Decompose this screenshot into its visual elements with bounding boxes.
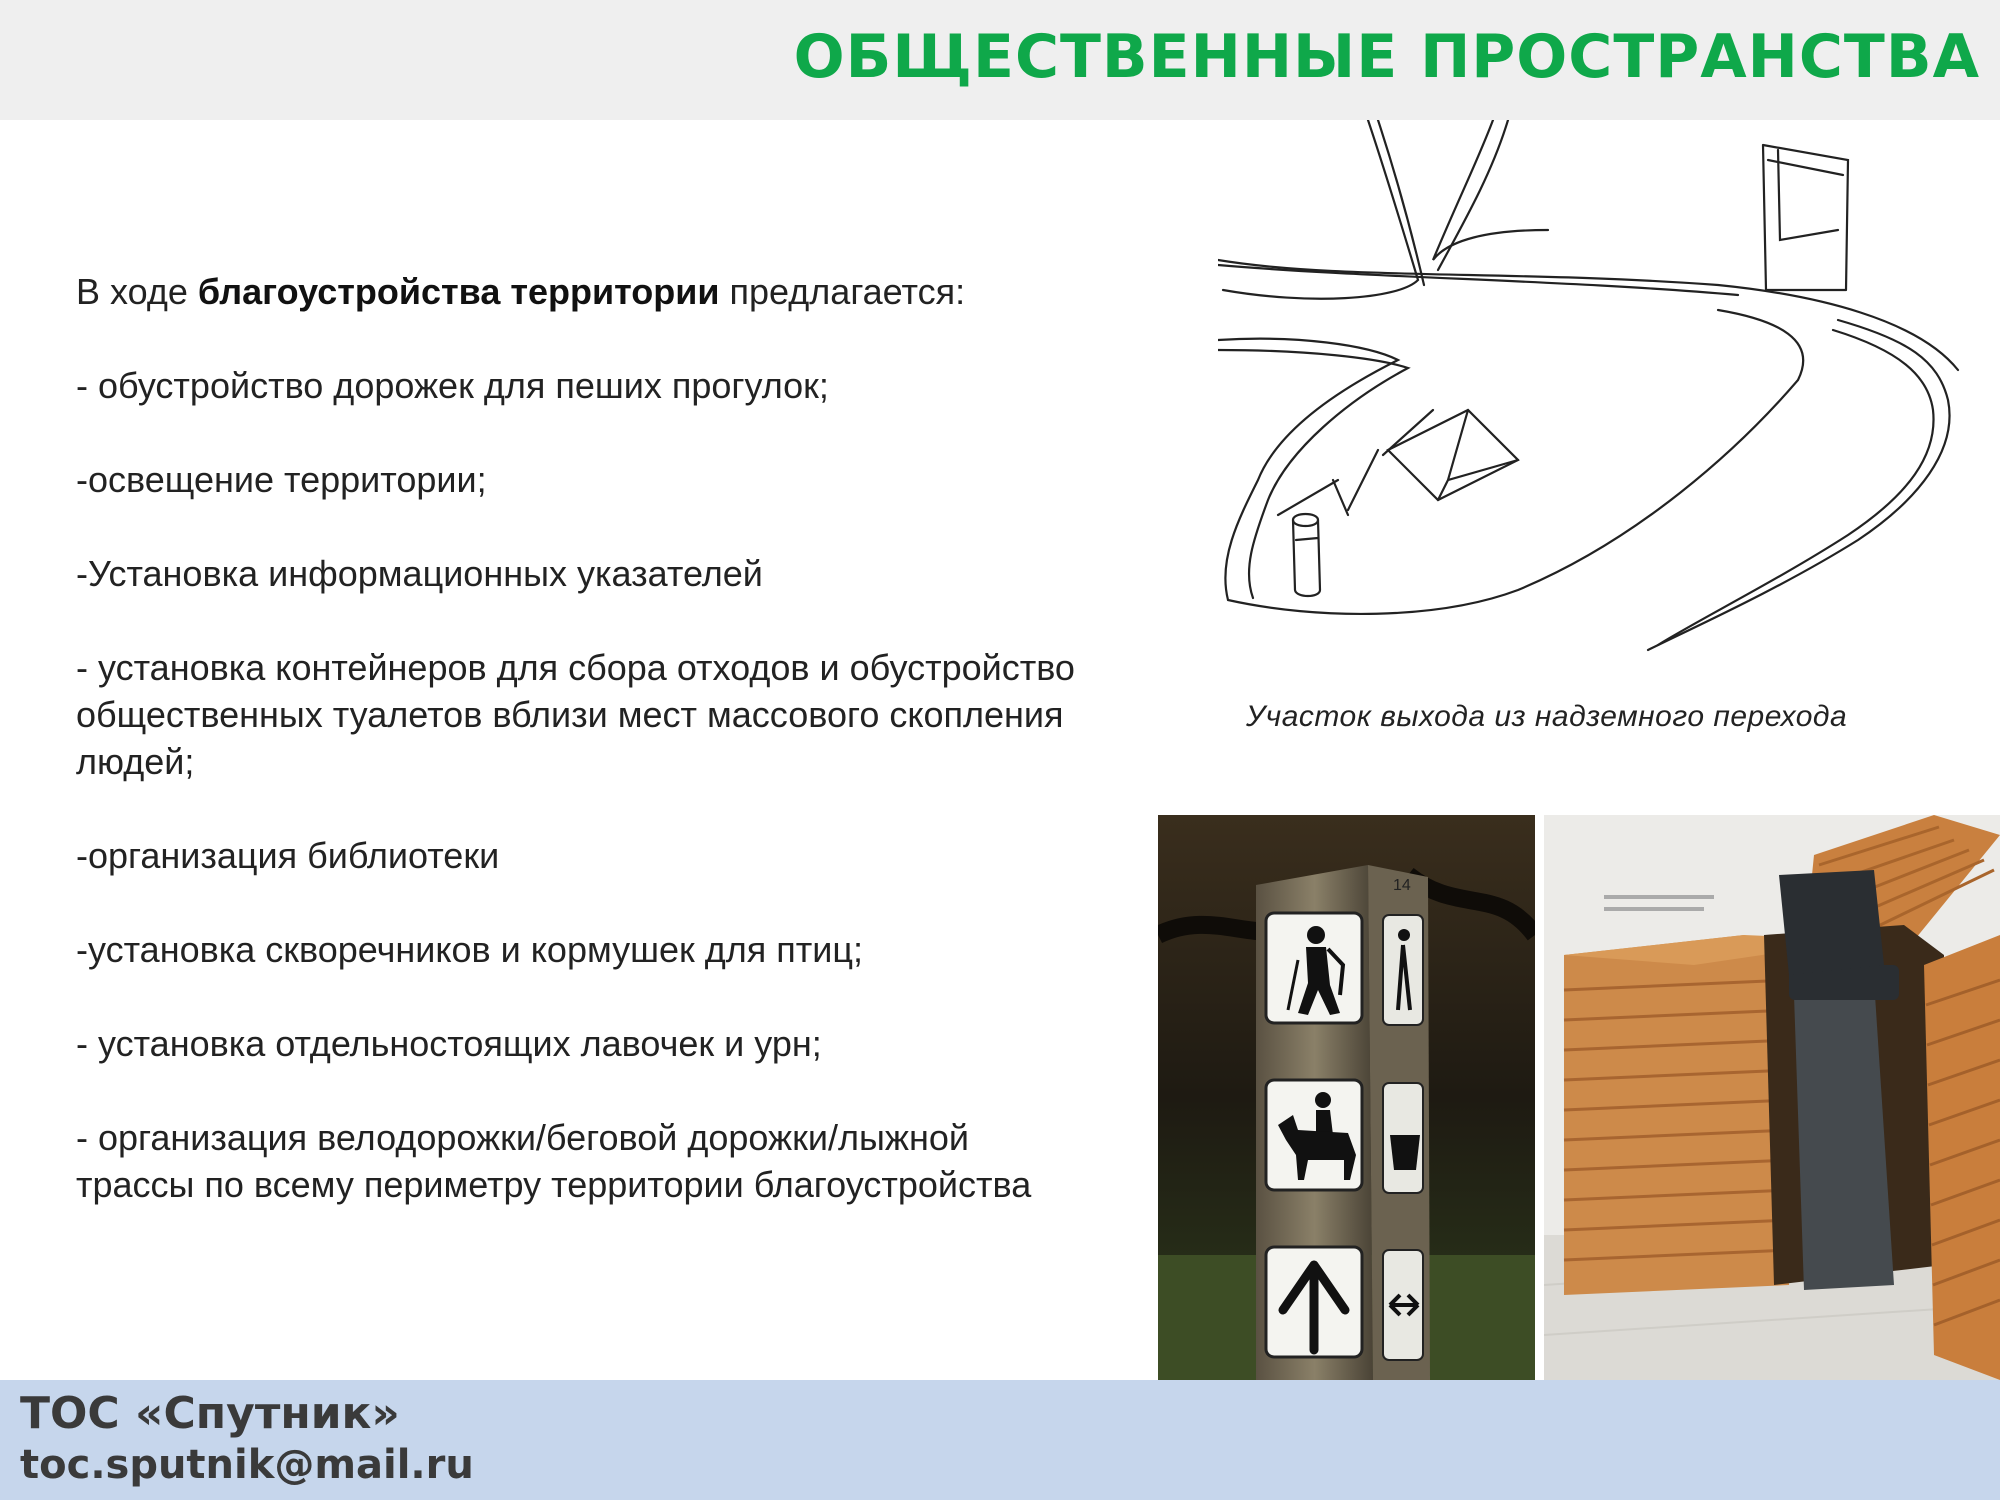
trail-sign-photo — [1158, 815, 1535, 1380]
list-item: - установка отдельностоящих лавочек и урн; — [76, 1023, 822, 1064]
post-number: 14 — [1393, 877, 1411, 894]
proposal-text — [76, 268, 1076, 1255]
sketch-caption: Участок выхода из надземного перехода — [1246, 700, 1848, 733]
list-item: - обустройство дорожек для пеших прогулок; — [76, 365, 829, 406]
footer-bar — [0, 1380, 2000, 1500]
intro-prefix: В ходе — [76, 271, 198, 312]
site-sketch — [1218, 120, 2000, 665]
list-item: -освещение территории; — [76, 459, 487, 500]
header-bar — [0, 0, 2000, 120]
list-item: - установка контейнеров для сбора отходов и обустройство общественных туалетов вблизи мест массового скопления людей; — [76, 647, 1075, 782]
intro-suffix: предлагается: — [719, 271, 966, 312]
list-item: -установка скворечников и кормушек для птиц; — [76, 929, 864, 970]
list-item: - организация велодорожки/беговой дорожки/лыжной трассы по всему периметру территории благоустройства — [76, 1117, 1032, 1205]
bin-enclosure-photo — [1544, 815, 2000, 1380]
org-name: ТОС «Спутник» — [20, 1388, 400, 1439]
contact-email: toc.sputnik@mail.ru — [20, 1442, 474, 1488]
list-item: -Установка информационных указателей — [76, 553, 763, 594]
intro-paragraph — [76, 268, 1076, 315]
list-item: -организация библиотеки — [76, 835, 500, 876]
intro-bold: благоустройства территории — [197, 271, 720, 312]
page-title: ОБЩЕСТВЕННЫЕ ПРОСТРАНСТВА — [793, 22, 1980, 92]
